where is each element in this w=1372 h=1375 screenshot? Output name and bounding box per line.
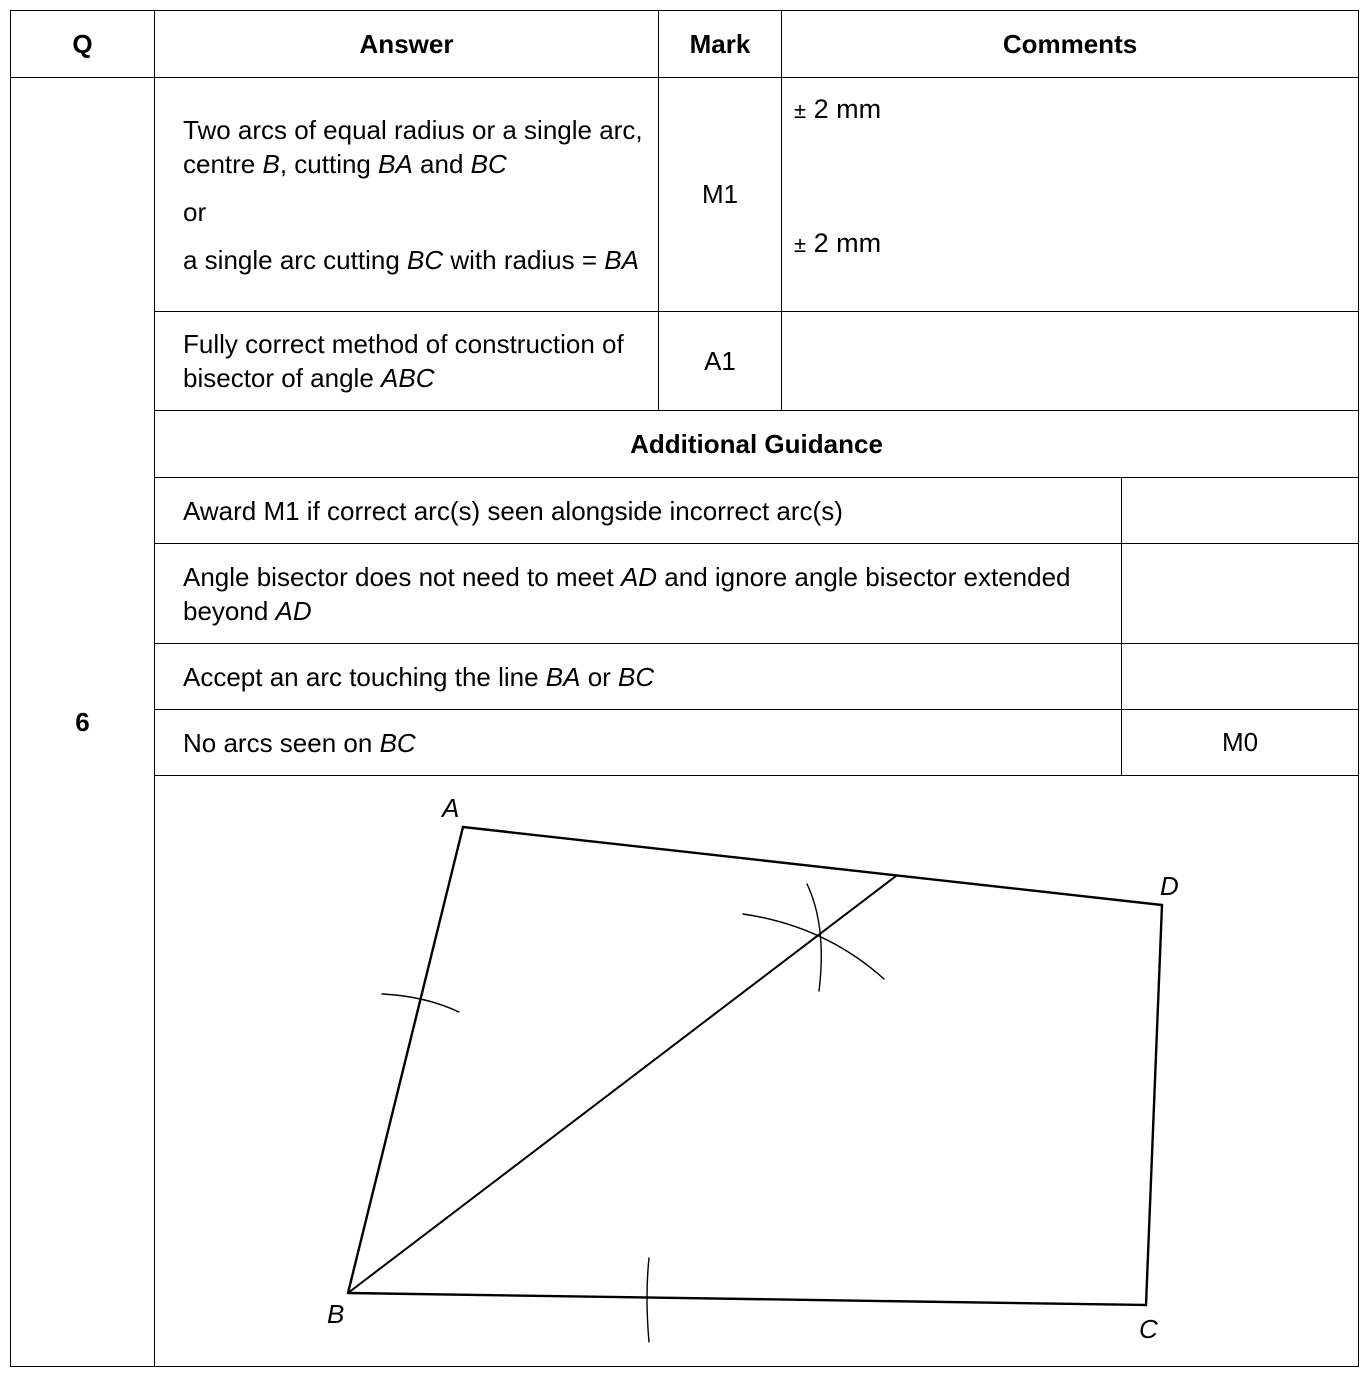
guidance-mark-1: [1122, 478, 1359, 544]
angle-bisector: [348, 876, 896, 1293]
answer-m1-or: or: [183, 196, 207, 227]
tolerance-comment-1: ± 2 mm: [794, 94, 882, 124]
mark-m1: M1: [659, 78, 782, 312]
header-comments: Comments: [782, 11, 1359, 78]
guidance-row-2: [11, 544, 1359, 644]
answer-m1-line1: Two arcs of equal radius or a single arc, centre B, cutting BA and BC: [183, 114, 643, 179]
guidance-row-3: [11, 644, 1359, 710]
label-d: D: [1160, 871, 1179, 901]
tolerance-comment-2: ± 2 mm: [794, 228, 882, 258]
header-q: Q: [11, 11, 155, 78]
diagram-row: [11, 776, 1359, 1367]
row-m1: [11, 78, 1359, 312]
guidance-text-2: Angle bisector does not need to meet AD and ignore angle bisector extended beyond AD: [155, 544, 1122, 644]
label-c: C: [1139, 1314, 1158, 1344]
guidance-text-4: No arcs seen on BC: [155, 710, 1122, 776]
guidance-row-4: [11, 710, 1359, 776]
row-a1: [11, 312, 1359, 411]
side-ad: [463, 827, 1162, 905]
side-dc: [1146, 905, 1162, 1305]
mark-scheme-table: [10, 10, 1359, 1367]
comments-m1: [782, 78, 1359, 312]
guidance-mark-2: [1122, 544, 1359, 644]
answer-m1-line3: a single arc cutting BC with radius = BA: [183, 244, 639, 275]
construction-diagram-cell: [155, 776, 1359, 1367]
guidance-text-3: Accept an arc touching the line BA or BC: [155, 644, 1122, 710]
guidance-row-1: [11, 478, 1359, 544]
label-a: A: [442, 793, 460, 823]
label-b: B: [327, 1299, 345, 1329]
guidance-mark-3: [1122, 644, 1359, 710]
comments-a1: [782, 312, 1359, 411]
construction-diagram: [155, 776, 1358, 1366]
header-mark: Mark: [659, 11, 782, 78]
header-row: [11, 11, 1359, 78]
answer-a1: Fully correct method of construction of bisector of angle ABC: [155, 312, 659, 411]
guidance-title: Additional Guidance: [155, 411, 1359, 478]
arc-on-bc: [647, 1258, 649, 1342]
side-ab: [348, 827, 463, 1293]
answer-m1: [155, 78, 659, 312]
guidance-text-1: Award M1 if correct arc(s) seen alongside incorrect arc(s): [155, 478, 1122, 544]
intersecting-arc-2: [743, 914, 884, 979]
guidance-title-row: [11, 411, 1359, 478]
mark-a1: A1: [659, 312, 782, 411]
question-number: 6: [11, 78, 155, 1367]
header-answer: Answer: [155, 11, 659, 78]
guidance-mark-4: M0: [1122, 710, 1359, 776]
side-bc: [348, 1293, 1146, 1305]
